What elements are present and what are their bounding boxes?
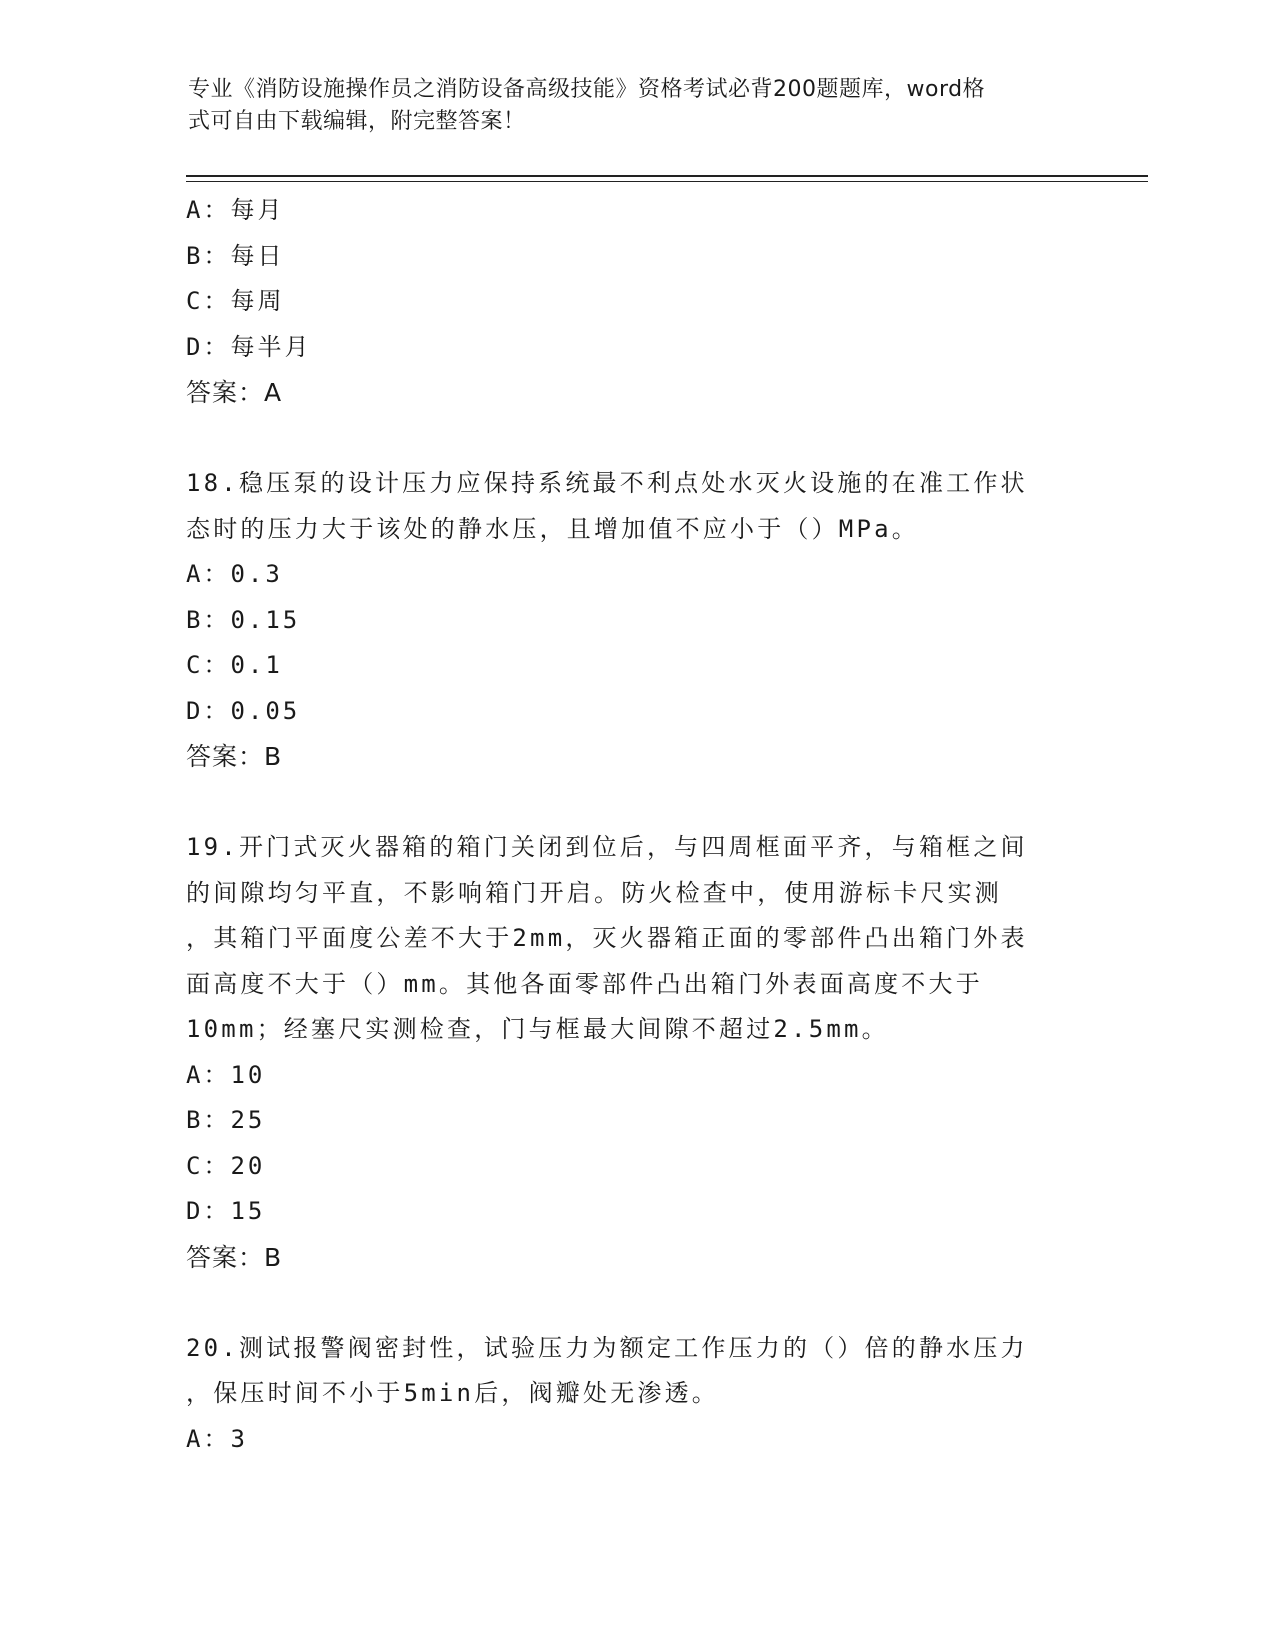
header-line-2: 式可自由下载编辑，附完整答案！: [188, 109, 526, 134]
option-d: D：15: [186, 1197, 266, 1225]
answer: 答案：B: [186, 742, 283, 771]
question-text-line: 的间隙均匀平直，不影响箱门开启。防火检查中，使用游标卡尺实测: [186, 878, 1002, 907]
question-18: [186, 461, 1086, 780]
option-a: A：10: [186, 1060, 266, 1089]
header-rule-thin: [186, 181, 1148, 182]
header-line-1: 专业《消防设施操作员之消防设备高级技能》资格考试必背200题题库，word格: [188, 77, 986, 102]
question-text-line: 18.稳压泵的设计压力应保持系统最不利点处水灭火设施的在准工作状: [186, 469, 1028, 497]
question-text-line: 19.开门式灭火器箱的箱门关闭到位后，与四周框面平齐，与箱框之间: [186, 833, 1028, 861]
option-c: C：0.1: [186, 651, 283, 679]
option-b: B：0.15: [186, 605, 301, 634]
answer: 答案：B: [186, 1242, 283, 1272]
option-c: C：每周: [186, 287, 285, 315]
question-20: [186, 1326, 1086, 1463]
option-c: C：20: [186, 1151, 266, 1180]
question-17-continued: [186, 188, 1086, 416]
option-a: A：3: [186, 1424, 248, 1453]
spacer: [186, 780, 1086, 826]
option-b: B：每日: [186, 241, 285, 270]
spacer: [186, 1280, 1086, 1326]
question-text-line: ，保压时间不小于5min后，阀瓣处无渗透。: [186, 1379, 719, 1407]
option-d: D：0.05: [186, 696, 301, 725]
question-list: [186, 188, 1086, 1462]
question-text-line: ，其箱门平面度公差不大于2mm，灭火器箱正面的零部件凸出箱门外表: [186, 924, 1028, 952]
question-text-line: 面高度不大于（）mm。其他各面零部件凸出箱门外表面高度不大于: [186, 969, 983, 998]
option-b: B：25: [186, 1106, 266, 1134]
question-text-line: 态时的压力大于该处的静水压，且增加值不应小于（）MPa。: [186, 514, 919, 543]
option-d: D：每半月: [186, 332, 312, 361]
question-text-line: 20.测试报警阀密封性，试验压力为额定工作压力的（）倍的静水压力: [186, 1333, 1028, 1362]
question-text: [186, 461, 1086, 552]
header-rule-thick: [186, 175, 1148, 177]
answer: 答案：A: [186, 378, 283, 407]
question-text-line: 10mm；经塞尺实测检查，门与框最大间隙不超过2.5mm。: [186, 1015, 889, 1043]
question-text: [186, 1326, 1086, 1417]
spacer: [186, 416, 1086, 462]
question-text: [186, 825, 1086, 1053]
option-a: A：0.3: [186, 560, 283, 588]
option-a: A：每月: [186, 196, 285, 224]
document-header: [188, 74, 1068, 138]
question-19: [186, 825, 1086, 1280]
